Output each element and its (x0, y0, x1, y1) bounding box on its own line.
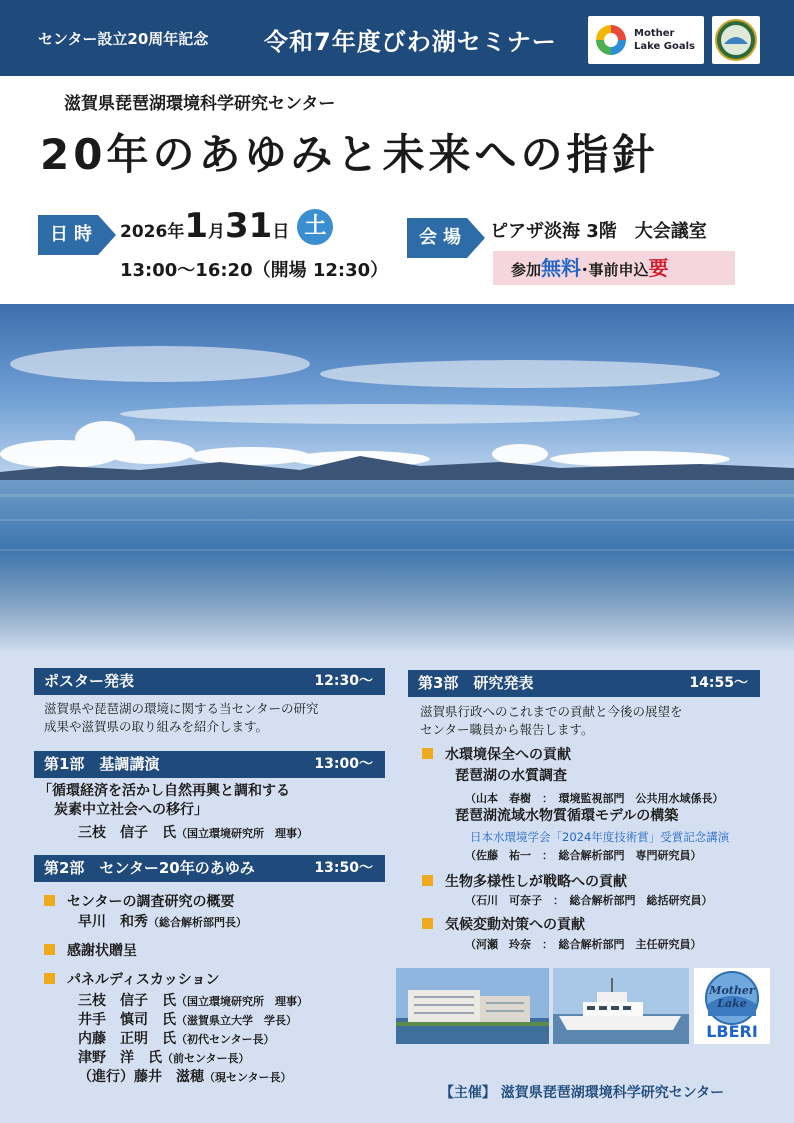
venue-tag: 会場 (407, 218, 467, 258)
part2-item-award (44, 942, 137, 960)
part3-topic1a-speaker: （山本 春樹 ： 環境監視部門 公共用水域係長） (465, 792, 724, 805)
panelist-affiliation: （滋賀県立大学 学長） (176, 1014, 297, 1027)
panelist-name: 内藤 正明 氏 (78, 1031, 176, 1047)
mlg-logo-text: Mother Lake Goals (634, 28, 695, 52)
part3-topic1a: 琵琶湖の水質調査 (455, 768, 567, 784)
panelist-name: 津野 洋 氏 (78, 1050, 162, 1066)
poster-description (44, 700, 319, 736)
orange-bullet-icon (422, 918, 433, 929)
event-title: 20年のあゆみと未来への指針 (40, 130, 659, 179)
panelist-affiliation: （前センター長） (162, 1052, 250, 1065)
part3-topic3-label: 気候変動対策への貢献 (445, 917, 585, 933)
venue-name: ピアザ淡海 3階 大会議室 (490, 221, 707, 242)
part3-label: 第3部 研究発表 (418, 674, 534, 692)
date-day-unit: 日 (272, 222, 290, 242)
part3-time: 14:55～ (689, 675, 748, 691)
award-note: 日本水環境学会「2024年度技術賞」受賞記念講演 (470, 830, 730, 844)
part2-item-panel (44, 971, 219, 989)
part2-item1-speaker-name: 早川 和秀 (78, 914, 148, 930)
panelist (78, 1049, 308, 1068)
orange-bullet-icon (44, 944, 55, 955)
part3-topic1-label: 水環境保全への貢献 (445, 747, 571, 763)
panelist-affiliation: （国立環境研究所 理事） (176, 995, 308, 1008)
event-date (120, 206, 333, 246)
part2-time: 13:50～ (314, 860, 373, 876)
panelist (78, 1011, 308, 1030)
mother-lake-goals-logo (588, 16, 704, 64)
orange-bullet-icon (44, 895, 55, 906)
part2-item-overview (44, 893, 234, 911)
fee-notice (493, 251, 735, 285)
keynote-title-line1: 「循環経済を活かし自然再興と調和する (38, 783, 290, 799)
organizer-credit: 【主催】 滋賀県琵琶湖環境科学研究センター (439, 1085, 725, 1101)
part3-topic2 (422, 873, 627, 891)
fee-mid: ･事前申込 (581, 261, 649, 279)
lberi-logo (694, 968, 770, 1044)
keynote-speaker-affiliation: （国立環境研究所 理事） (176, 827, 308, 840)
date-year: 2026年 (120, 222, 185, 242)
poster-desc-line: 滋賀県や琵琶湖の環境に関する当センターの研究 (44, 701, 319, 716)
part2-item1-label: センターの調査研究の概要 (67, 894, 235, 910)
part1-label: 第1部 基調講演 (44, 755, 160, 773)
lake-photo (0, 304, 794, 654)
date-tag: 日時 (38, 215, 98, 255)
part3-header (408, 670, 760, 697)
orange-bullet-icon (44, 973, 55, 984)
date-month: 1 (184, 206, 208, 246)
organization-name: 滋賀県琵琶湖環境科学研究センター (64, 94, 336, 114)
header-subtitle: センター設立20周年記念 (38, 30, 209, 48)
fee-required: 要 (648, 256, 669, 280)
part2-item1-speaker-affiliation: （総合解析部門長） (148, 916, 247, 929)
orange-bullet-icon (422, 748, 433, 759)
research-vessel-photo (553, 968, 689, 1044)
keynote-speaker-name: 三枝 信子 氏 (78, 825, 176, 841)
part3-topic2-speaker: （石川 可奈子 ： 総合解析部門 総括研究員） (465, 894, 713, 907)
part1-time: 13:00～ (314, 756, 373, 772)
panelist (78, 1030, 308, 1049)
header-band (0, 0, 794, 76)
panelist-name: 井手 慎司 氏 (78, 1012, 176, 1028)
part3-topic1 (422, 746, 571, 764)
part3-desc-line: 滋賀県行政へのこれまでの貢献と今後の展望を (420, 704, 683, 719)
part2-item1-speaker (78, 913, 247, 932)
fee-prefix: 参加 (511, 261, 542, 279)
part3-topic1b: 琵琶湖流域水物質循環モデルの構築 (455, 808, 679, 824)
poster-header (34, 668, 385, 695)
poster-time: 12:30～ (314, 673, 373, 689)
orange-bullet-icon (422, 875, 433, 886)
header-title: 令和7年度びわ湖セミナー (264, 28, 557, 56)
part2-label: 第2部 センター20年のあゆみ (44, 859, 255, 877)
building-image (396, 968, 549, 1044)
seal-emblem-icon (712, 16, 760, 64)
weekday-badge: 土 (297, 209, 333, 245)
part3-description (420, 703, 683, 739)
mlg-emblem-icon (594, 22, 628, 58)
part3-topic1b-speaker: （佐藤 祐一 ： 総合解析部門 専門研究員） (465, 849, 702, 862)
keynote-title-line2: 炭素中立社会への移行」 (54, 802, 208, 818)
lake-biwa-image (0, 304, 794, 654)
panelist-name: （進行）藤井 滋穂 (78, 1069, 204, 1085)
poster-desc-line: 成果や滋賀県の取り組みを紹介します。 (44, 719, 269, 734)
fee-free: 無料 (541, 256, 582, 280)
date-month-unit: 月 (208, 222, 225, 242)
panelist-list (78, 992, 308, 1087)
ship-image (553, 968, 689, 1044)
part2-item2-label: 感謝状贈呈 (67, 943, 137, 959)
part2-header (34, 855, 385, 882)
keynote-speaker (78, 824, 308, 843)
keynote-title (38, 782, 290, 820)
part1-header (34, 751, 385, 778)
part3-topic3-speaker: （河瀬 玲奈 ： 総合解析部門 主任研究員） (465, 938, 702, 951)
part2-item3-label: パネルディスカッション (67, 972, 220, 988)
panelist-name: 三枝 信子 氏 (78, 993, 176, 1009)
date-day: 31 (225, 206, 273, 246)
seal-logo (712, 16, 760, 64)
event-time: 13:00～16:20（開場 12:30） (120, 260, 389, 281)
panelist-affiliation: （現センター長） (204, 1071, 292, 1084)
panelist (78, 1068, 308, 1087)
center-building-photo (396, 968, 549, 1044)
poster-label: ポスター発表 (44, 672, 135, 690)
part3-topic3 (422, 916, 585, 934)
panelist (78, 992, 308, 1011)
lberi-abbr: LBERI (706, 1022, 758, 1041)
panelist-affiliation: （初代センター長） (176, 1033, 275, 1046)
part3-topic2-label: 生物多様性しが戦略への貢献 (445, 874, 627, 890)
lberi-logo-text: Mother Lake (709, 984, 755, 1010)
part3-desc-line: センター職員から報告します。 (420, 722, 594, 737)
